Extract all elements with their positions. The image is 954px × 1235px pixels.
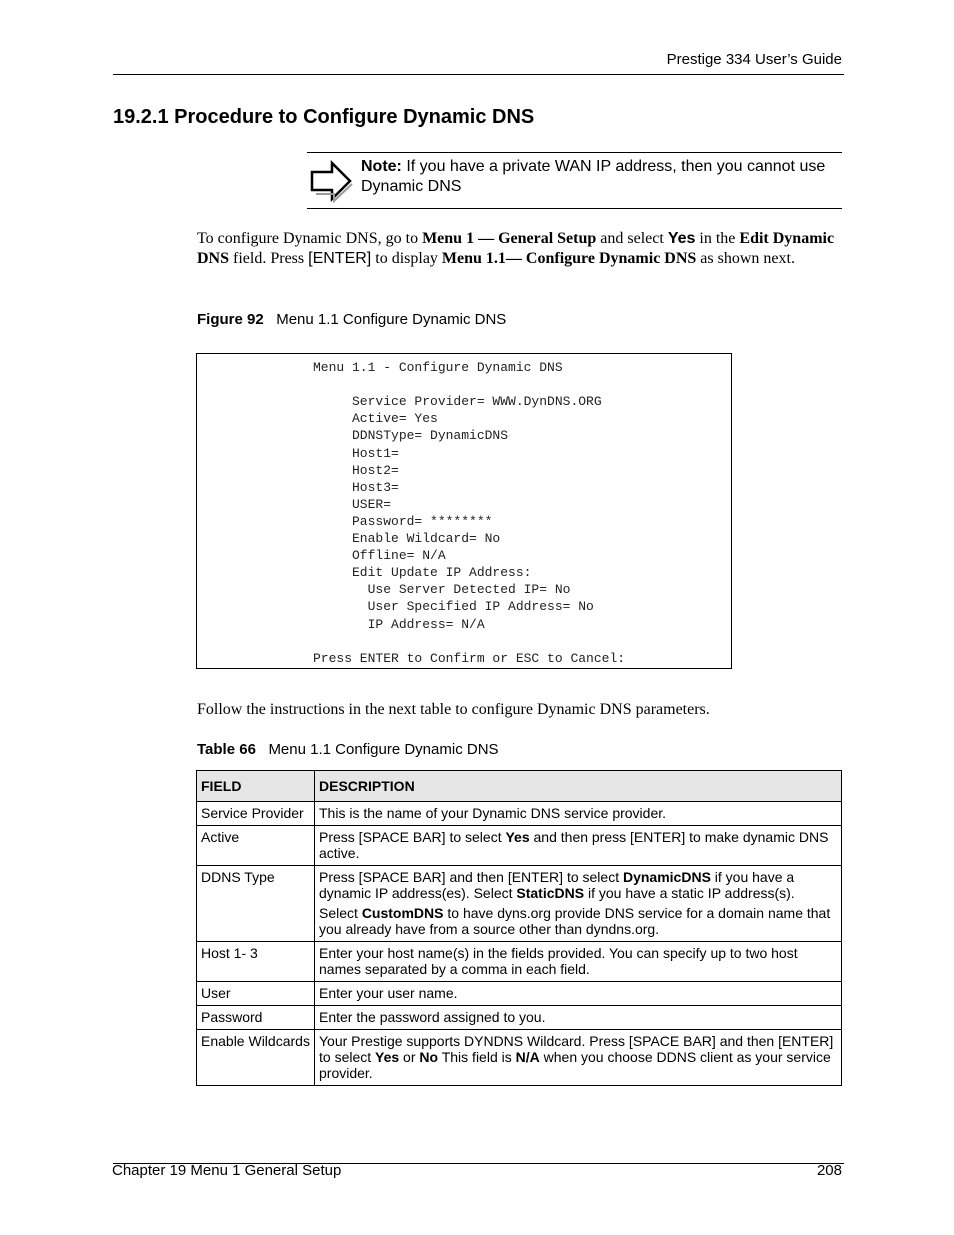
terminal-line: USER= xyxy=(313,496,392,512)
table-label: Table 66 xyxy=(197,741,256,758)
arrow-right-icon xyxy=(308,160,354,204)
description-text: This field is xyxy=(438,1049,516,1065)
section-heading: 19.2.1 Procedure to Configure Dynamic DNS xyxy=(113,106,535,128)
description-text: to have dyns.org provide DNS service for a domain name that you already have from a source other than dyndns.org. xyxy=(319,905,831,937)
terminal-line: User Specified IP Address= No xyxy=(313,599,594,615)
description-cell xyxy=(315,826,842,866)
intro-menu-ref: Menu 1.1— Configure Dynamic DNS xyxy=(441,250,697,267)
figure-title: Menu 1.1 Configure Dynamic DNS xyxy=(276,311,507,328)
table-row xyxy=(197,866,842,942)
table-row xyxy=(197,826,842,866)
intro-text: To configure Dynamic DNS, go to xyxy=(197,230,423,247)
intro-yes-ref: Yes xyxy=(667,230,696,247)
description-bold: No xyxy=(419,1049,439,1065)
field-cell: Service Provider xyxy=(197,802,315,826)
terminal-line: Active= Yes xyxy=(313,411,438,427)
terminal-line: DDNSType= DynamicDNS xyxy=(313,428,509,444)
intro-field-ref: Edit Dynamic DNS xyxy=(197,230,835,267)
column-header-description: DESCRIPTION xyxy=(315,771,842,802)
terminal-line: Menu 1.1 - Configure Dynamic DNS xyxy=(313,360,563,375)
terminal-line: Offline= N/A xyxy=(313,548,446,564)
description-text: when you choose DDNS client as your service provider. xyxy=(319,1049,831,1081)
terminal-line: Service Provider= WWW.DynDNS.ORG xyxy=(313,394,602,410)
intro-menu-ref: Menu 1 — General Setup xyxy=(422,230,597,247)
table-row xyxy=(197,1030,842,1086)
description-cell: Enter your host name(s) in the fields provided. You can specify up to two host names separated by a comma in each field. xyxy=(315,942,842,982)
field-cell: Host 1- 3 xyxy=(197,942,315,982)
table-caption xyxy=(197,741,499,758)
terminal-screen xyxy=(196,353,732,669)
figure-caption xyxy=(197,311,506,328)
note-text xyxy=(361,157,841,197)
figure-label: Figure 92 xyxy=(197,311,264,328)
terminal-line: Host1= xyxy=(313,445,399,461)
description-cell: This is the name of your Dynamic DNS service provider. xyxy=(315,802,842,826)
description-bold: N/A xyxy=(515,1049,540,1065)
description-text: if you have a static IP address(s). xyxy=(584,885,795,901)
terminal-line: Edit Update IP Address: xyxy=(313,565,532,581)
description-text: and then press [ENTER] to make dynamic DNS active. xyxy=(319,829,829,861)
description-bold: Yes xyxy=(375,1049,400,1065)
terminal-line: Host3= xyxy=(313,479,399,495)
description-text: Select xyxy=(319,905,362,921)
header-rule xyxy=(113,74,844,75)
terminal-line: Press ENTER to Confirm or ESC to Cancel: xyxy=(313,650,626,666)
description-cell xyxy=(315,866,842,942)
intro-text: field. Press xyxy=(229,250,309,267)
description-bold: StaticDNS xyxy=(516,885,585,901)
field-cell: User xyxy=(197,982,315,1006)
table-header-row xyxy=(197,771,842,802)
note-bottom-rule xyxy=(307,208,842,209)
description-paragraph xyxy=(319,905,837,937)
description-bold: CustomDNS xyxy=(361,905,444,921)
note-top-rule xyxy=(307,152,842,153)
table-row xyxy=(197,1006,842,1030)
terminal-line: IP Address= N/A xyxy=(313,616,485,632)
follow-paragraph: Follow the instructions in the next table to configure Dynamic DNS parameters. xyxy=(197,701,710,718)
description-cell: Enter the password assigned to you. xyxy=(315,1006,842,1030)
running-header-title: Prestige 334 User’s Guide xyxy=(666,51,842,68)
table-title: Menu 1.1 Configure Dynamic DNS xyxy=(268,741,499,758)
intro-text: as shown next. xyxy=(696,250,795,267)
description-cell xyxy=(315,1030,842,1086)
table-row xyxy=(197,982,842,1006)
field-cell: Active xyxy=(197,826,315,866)
description-bold: DynamicDNS xyxy=(622,869,711,885)
field-description-table xyxy=(196,770,842,1086)
terminal-line: Password= ******** xyxy=(313,513,493,529)
description-paragraph xyxy=(319,869,837,901)
column-header-field: FIELD xyxy=(197,771,315,802)
intro-key-ref: [ENTER] xyxy=(308,250,372,267)
footer-chapter: Chapter 19 Menu 1 General Setup xyxy=(112,1162,342,1179)
intro-text: and select xyxy=(596,230,668,247)
field-cell: Enable Wildcards xyxy=(197,1030,315,1086)
table-row xyxy=(197,802,842,826)
page-number: 208 xyxy=(816,1162,842,1179)
description-text: Your Prestige supports DYNDNS Wildcard. Press [SPACE BAR] and then [ENTER] to select xyxy=(319,1033,834,1065)
description-text: if you have a dynamic IP address(es). Select xyxy=(319,869,795,901)
description-bold: Yes xyxy=(505,829,530,845)
field-cell: DDNS Type xyxy=(197,866,315,942)
terminal-line: Enable Wildcard= No xyxy=(313,531,501,546)
description-text: or xyxy=(399,1049,420,1065)
intro-text: in the xyxy=(695,230,740,247)
note-label: Note: xyxy=(361,158,402,175)
intro-text: to display xyxy=(371,250,442,267)
table-row xyxy=(197,942,842,982)
terminal-line: Host2= xyxy=(313,462,399,478)
description-cell: Enter your user name. xyxy=(315,982,842,1006)
terminal-line: Use Server Detected IP= No xyxy=(313,582,571,598)
note-body: If you have a private WAN IP address, then you cannot use Dynamic DNS xyxy=(361,158,826,195)
intro-paragraph xyxy=(197,229,842,269)
field-cell: Password xyxy=(197,1006,315,1030)
description-text: Press [SPACE BAR] and then [ENTER] to select xyxy=(319,869,623,885)
description-text: Press [SPACE BAR] to select xyxy=(319,829,506,845)
